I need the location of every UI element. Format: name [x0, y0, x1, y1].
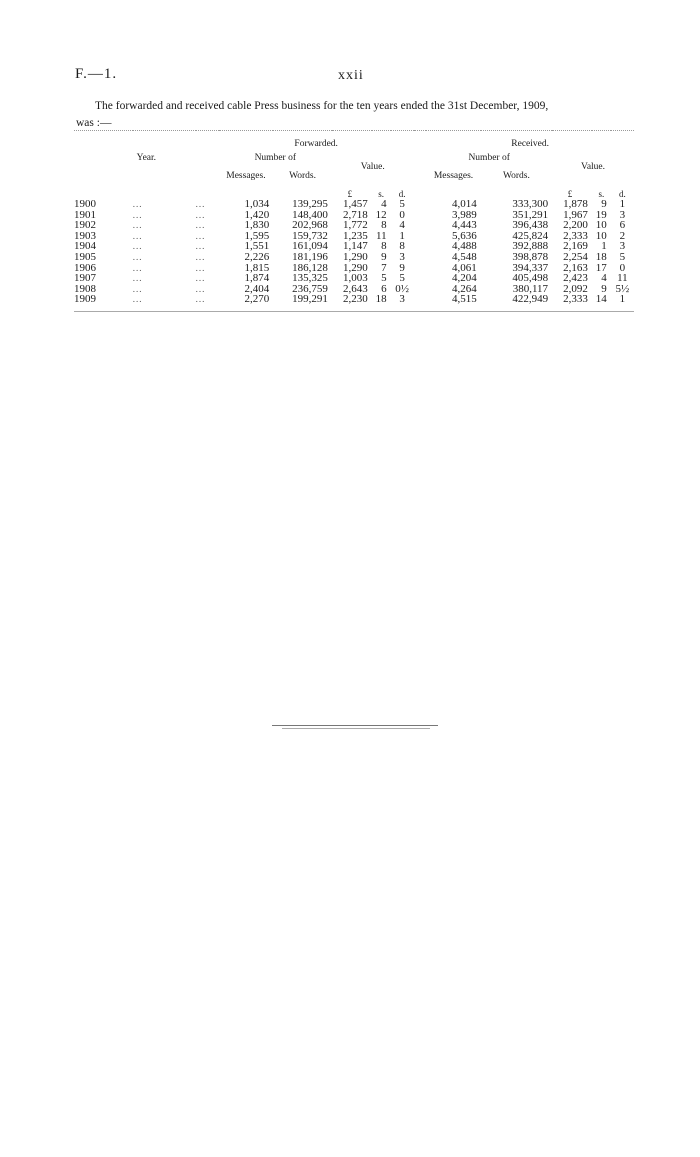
row-year: 1904 [74, 240, 96, 253]
row-forwarded-shillings: 7 [381, 261, 387, 274]
row-received-shillings: 10 [595, 229, 607, 242]
forwarded-words-header: Words. [289, 171, 317, 181]
row-received-pounds: 2,163 [563, 261, 588, 274]
row-received-shillings: 9 [601, 198, 607, 210]
row-leader-1: ... [132, 283, 143, 294]
row-year: 1908 [74, 282, 96, 295]
row-received-pence: 11 [617, 272, 628, 285]
row-gap [414, 220, 427, 231]
row-received-pence: 5½ [615, 282, 630, 295]
row-received-messages: 4,515 [452, 293, 477, 306]
row-received-pence: 3 [619, 208, 626, 221]
forwarded-messages-header: Messages. [226, 171, 266, 181]
row-forwarded-words: 161,094 [292, 240, 328, 253]
page-number: xxii [338, 68, 364, 83]
row-received-messages: 4,204 [452, 272, 477, 285]
row-forwarded-shillings: 11 [376, 229, 387, 242]
row-leader-2: ... [195, 209, 206, 220]
row-leader-2: ... [195, 220, 206, 231]
row-gap [414, 273, 427, 284]
intro-paragraph [76, 98, 646, 132]
row-forwarded-pounds: 1,235 [342, 229, 368, 242]
forwarded-pence-unit: d. [398, 189, 406, 199]
intro-line-2: was :— [76, 117, 112, 129]
forwarded-shillings-unit: s. [378, 189, 385, 199]
row-received-shillings: 9 [601, 282, 607, 295]
row-received-words: 405,498 [512, 272, 549, 285]
row-received-words: 394,337 [512, 261, 549, 274]
row-year: 1909 [74, 293, 96, 306]
row-forwarded-pence: 0 [399, 208, 405, 221]
closing-divider [272, 725, 438, 726]
row-forwarded-shillings: 9 [381, 250, 387, 263]
row-leader-1: ... [132, 230, 143, 241]
forwarded-number-of-header: Number of [254, 153, 296, 163]
row-received-messages: 5,636 [452, 229, 477, 242]
row-forwarded-words: 135,325 [292, 272, 328, 285]
intro-line-1: The forwarded and received cable Press business for the ten years ended the 31st December, 1909, [95, 100, 549, 112]
row-leader-2: ... [195, 262, 206, 273]
row-forwarded-pence: 5 [399, 198, 405, 210]
row-forwarded-pence: 3 [399, 250, 405, 263]
row-received-messages: 4,061 [452, 261, 477, 274]
row-forwarded-words: 139,295 [292, 198, 328, 210]
row-forwarded-shillings: 12 [375, 208, 387, 221]
row-received-pence: 6 [619, 219, 626, 232]
row-forwarded-words: 181,196 [292, 250, 328, 263]
row-forwarded-pounds: 2,230 [342, 293, 368, 306]
row-received-shillings: 18 [595, 250, 607, 263]
row-received-pence: 0 [619, 261, 626, 274]
row-leader-2: ... [195, 283, 206, 294]
row-forwarded-messages: 1,815 [244, 261, 270, 274]
row-forwarded-messages: 2,404 [244, 282, 270, 295]
row-gap [414, 241, 427, 252]
row-received-words: 422,949 [512, 293, 549, 306]
row-received-pence: 1 [619, 198, 626, 210]
row-forwarded-pence: 3 [399, 293, 405, 306]
row-received-shillings: 1 [601, 240, 607, 253]
row-received-pounds: 2,333 [563, 293, 588, 306]
forwarded-header: Forwarded. [294, 139, 338, 149]
row-forwarded-words: 159,732 [292, 229, 328, 242]
row-received-pence: 2 [619, 229, 626, 242]
row-gap [414, 231, 427, 242]
row-forwarded-words: 202,968 [292, 219, 328, 232]
row-forwarded-pence: 0½ [395, 282, 409, 295]
row-forwarded-pounds: 1,290 [342, 250, 368, 263]
row-received-shillings: 10 [595, 219, 607, 232]
received-number-of-header: Number of [468, 153, 510, 163]
forwarded-value-header: Value. [360, 162, 385, 172]
row-leader-1: ... [132, 220, 143, 231]
row-forwarded-pounds: 1,147 [342, 240, 368, 253]
row-forwarded-shillings: 6 [381, 282, 387, 295]
table-row [74, 294, 634, 305]
row-received-words: 396,438 [512, 219, 549, 232]
row-leader-1: ... [132, 294, 143, 305]
row-forwarded-shillings: 4 [381, 198, 387, 210]
table-row [74, 199, 634, 210]
table-row [74, 252, 634, 263]
row-leader-1: ... [132, 241, 143, 252]
row-forwarded-messages: 1,874 [244, 272, 270, 285]
row-received-pounds: 2,423 [563, 272, 588, 285]
row-forwarded-messages: 1,420 [244, 208, 270, 221]
row-received-messages: 4,264 [452, 282, 477, 295]
row-leader-2: ... [195, 199, 206, 209]
row-year: 1905 [74, 250, 96, 263]
row-leader-2: ... [195, 230, 206, 241]
forwarded-pounds-unit: £ [347, 189, 353, 199]
row-received-words: 398,878 [512, 250, 549, 263]
press-business-table [74, 130, 634, 312]
row-received-words: 392,888 [512, 240, 549, 253]
row-leader-2: ... [195, 273, 206, 284]
row-received-pounds: 2,200 [563, 219, 588, 232]
row-forwarded-pounds: 1,290 [342, 261, 368, 274]
row-received-shillings: 4 [601, 272, 607, 285]
row-year: 1900 [74, 198, 96, 210]
row-leader-1: ... [132, 209, 143, 220]
row-leader-2: ... [195, 241, 206, 252]
row-received-messages: 4,443 [452, 219, 477, 232]
row-forwarded-messages: 1,830 [244, 219, 270, 232]
row-forwarded-pounds: 2,718 [342, 208, 368, 221]
row-leader-1: ... [132, 273, 143, 284]
row-received-words: 351,291 [512, 208, 549, 221]
row-forwarded-pence: 1 [399, 229, 405, 242]
year-header-spacer [74, 131, 219, 150]
row-forwarded-shillings: 5 [381, 272, 387, 285]
row-received-pounds: 2,092 [563, 282, 588, 295]
row-forwarded-words: 199,291 [292, 293, 328, 306]
received-header: Received. [511, 139, 549, 149]
row-year: 1902 [74, 219, 96, 232]
received-pence-unit: d. [619, 189, 626, 199]
row-received-pounds: 2,333 [563, 229, 588, 242]
row-forwarded-messages: 1,034 [244, 198, 270, 210]
row-received-messages: 4,488 [452, 240, 477, 253]
row-received-messages: 3,989 [452, 208, 477, 221]
row-forwarded-messages: 2,270 [244, 293, 270, 306]
row-gap [414, 294, 427, 305]
row-received-shillings: 14 [595, 293, 607, 306]
row-forwarded-pounds: 1,457 [342, 198, 368, 210]
row-received-words: 425,824 [512, 229, 549, 242]
row-received-shillings: 19 [595, 208, 607, 221]
row-received-shillings: 17 [595, 261, 607, 274]
received-pounds-unit: £ [567, 189, 573, 199]
row-gap [414, 284, 427, 295]
row-leader-1: ... [132, 262, 143, 273]
received-value-header: Value. [581, 162, 606, 172]
received-words-header: Words. [502, 171, 530, 181]
row-forwarded-pounds: 1,003 [342, 272, 368, 285]
row-received-pounds: 1,878 [563, 198, 588, 210]
row-forwarded-pounds: 1,772 [342, 219, 368, 232]
row-forwarded-pence: 4 [399, 219, 405, 232]
row-received-pence: 1 [619, 293, 626, 306]
row-year: 1903 [74, 229, 96, 242]
row-forwarded-shillings: 18 [375, 293, 387, 306]
row-forwarded-pounds: 2,643 [342, 282, 368, 295]
row-forwarded-words: 186,128 [292, 261, 328, 274]
row-year: 1907 [74, 272, 96, 285]
row-forwarded-shillings: 8 [381, 240, 387, 253]
row-gap [414, 252, 427, 263]
row-forwarded-messages: 2,226 [244, 250, 270, 263]
row-forwarded-pence: 9 [399, 261, 405, 274]
row-received-messages: 4,014 [452, 198, 477, 210]
row-received-words: 333,300 [512, 198, 549, 210]
row-gap [414, 210, 427, 221]
row-received-pounds: 1,967 [563, 208, 588, 221]
row-year: 1906 [74, 261, 96, 274]
row-forwarded-pence: 5 [399, 272, 405, 285]
page-reference: F.—1. [75, 66, 118, 82]
row-forwarded-words: 148,400 [292, 208, 328, 221]
row-received-messages: 4,548 [452, 250, 477, 263]
row-forwarded-messages: 1,595 [244, 229, 270, 242]
row-forwarded-messages: 1,551 [244, 240, 270, 253]
row-leader-1: ... [132, 251, 143, 262]
received-shillings-unit: s. [598, 189, 605, 199]
row-received-pence: 5 [619, 250, 626, 263]
received-messages-header: Messages. [433, 171, 474, 181]
row-forwarded-shillings: 8 [381, 219, 387, 232]
row-gap [414, 199, 427, 210]
row-forwarded-words: 236,759 [292, 282, 328, 295]
row-leader-1: ... [132, 199, 143, 209]
row-received-pounds: 2,254 [563, 250, 588, 263]
row-leader-2: ... [195, 294, 206, 305]
row-forwarded-pence: 8 [399, 240, 405, 253]
row-received-words: 380,117 [512, 282, 549, 295]
closing-divider-secondary [282, 728, 430, 729]
row-received-pounds: 2,169 [563, 240, 588, 253]
year-header: Year. [136, 153, 157, 163]
row-year: 1901 [74, 208, 96, 221]
row-gap [414, 263, 427, 274]
row-received-pence: 3 [619, 240, 626, 253]
row-leader-2: ... [195, 251, 206, 262]
